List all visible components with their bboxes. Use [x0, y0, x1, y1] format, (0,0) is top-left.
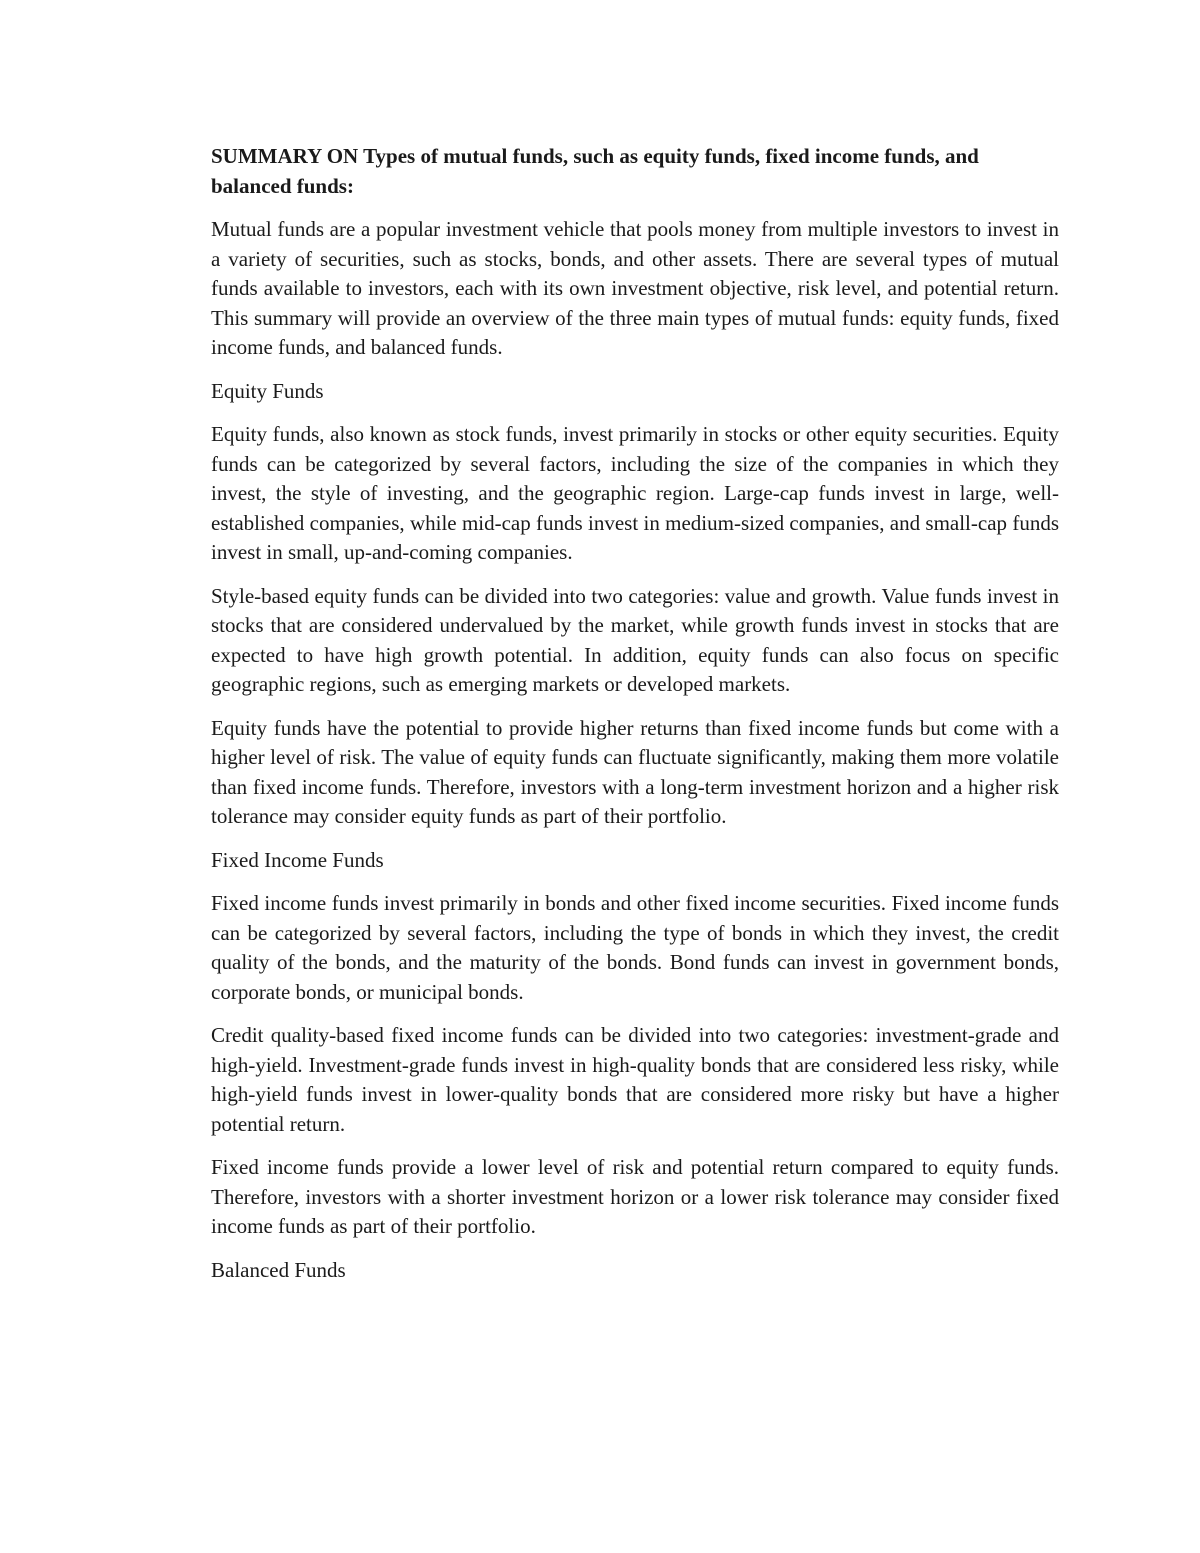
fixed-income-paragraph-3: Fixed income funds provide a lower level of risk and potential return compared to equity funds. Therefore, investors with a shorter investment horizon or a lower risk tolerance may consider fixed income funds as part of their portfolio.	[211, 1155, 1059, 1238]
section-heading-balanced-funds: Balanced Funds	[211, 1257, 346, 1282]
equity-paragraph-2: Style-based equity funds can be divided into two categories: value and growth. Value funds invest in stocks that are considered undervalued by the market, while growth funds invest in stocks that are expected to have high growth potential. In addition, equity funds can also focus on specific geographic regions, such as emerging markets or developed markets.	[211, 583, 1059, 696]
intro-paragraph: Mutual funds are a popular investment vehicle that pools money from multiple investors to invest in a variety of securities, such as stocks, bonds, and other assets. There are several types of mutual funds available to investors, each with its own investment objective, risk level, and potential return. This summary will provide an overview of the three main types of mutual funds: equity funds, fixed income funds, and balanced funds.	[211, 217, 1059, 359]
document-title: SUMMARY ON Types of mutual funds, such as equity funds, fixed income funds, and balanced funds:	[211, 144, 979, 198]
section-heading-equity-funds: Equity Funds	[211, 378, 324, 403]
equity-paragraph-3: Equity funds have the potential to provide higher returns than fixed income funds but come with a higher level of risk. The value of equity funds can fluctuate significantly, making them more volatile than fixed income funds. Therefore, investors with a long-term investment horizon and a higher risk tolerance may consider equity funds as part of their portfolio.	[211, 715, 1059, 828]
fixed-income-paragraph-1: Fixed income funds invest primarily in bonds and other fixed income securities. Fixed income funds can be categorized by several factors, including the type of bonds in which they invest, the credit quality of the bonds, and the maturity of the bonds. Bond funds can invest in government bonds, corporate bonds, or municipal bonds.	[211, 891, 1059, 1004]
equity-paragraph-1: Equity funds, also known as stock funds, invest primarily in stocks or other equity securities. Equity funds can be categorized by several factors, including the size of the companies in which they invest, the style of investing, and the geographic region. Large-cap funds invest in large, well-established companies, while mid-cap funds invest in medium-sized companies, and small-cap funds invest in small, up-and-coming companies.	[211, 422, 1059, 564]
document-body	[211, 142, 1059, 1299]
section-heading-fixed-income-funds: Fixed Income Funds	[211, 847, 384, 872]
fixed-income-paragraph-2: Credit quality-based fixed income funds can be divided into two categories: investment-grade and high-yield. Investment-grade funds invest in high-quality bonds that are considered less risky, while high-yield funds invest in lower-quality bonds that are considered more risky but have a higher potential return.	[211, 1023, 1059, 1136]
